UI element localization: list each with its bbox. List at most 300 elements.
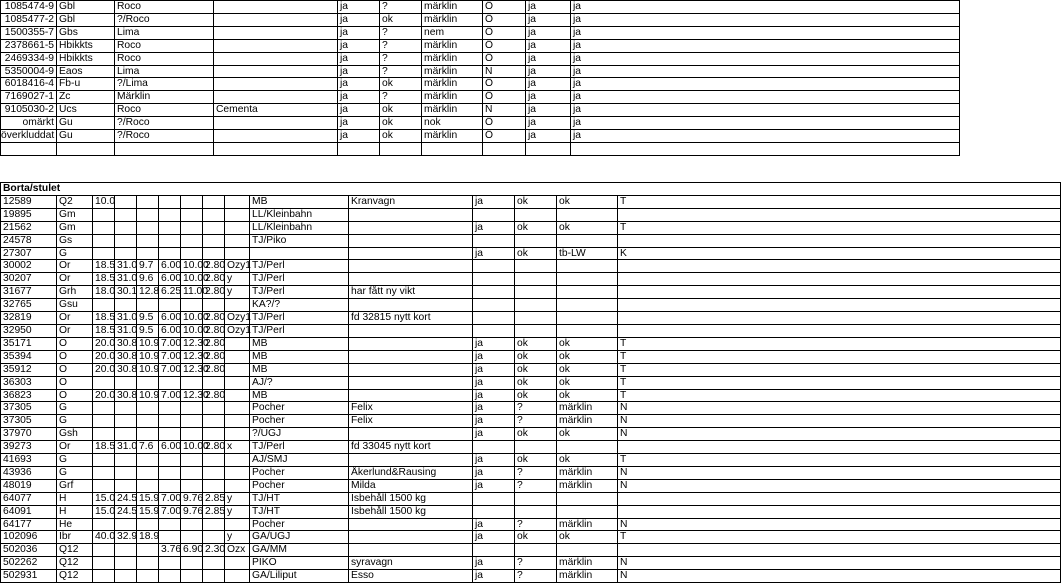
table-cell: Felix — [349, 402, 473, 415]
table-cell: märklin — [557, 557, 618, 570]
table-cell — [137, 415, 159, 428]
table-cell — [203, 466, 225, 479]
table-cell: 7.00 — [159, 363, 181, 376]
table-cell: Roco — [115, 1, 214, 14]
table-cell — [557, 208, 618, 221]
table-cell: 10.00 — [181, 441, 203, 454]
table-cell: 1500355-7 — [1, 26, 57, 39]
table-cell: 18.5 — [93, 273, 115, 286]
table-cell: 7.6 — [137, 441, 159, 454]
table-cell: 35171 — [1, 337, 57, 350]
table-cell — [349, 260, 473, 273]
table-cell: 2.80 — [203, 286, 225, 299]
table-cell: 2.80 — [203, 260, 225, 273]
table-cell — [115, 428, 137, 441]
table-row — [1, 221, 1061, 234]
table-cell — [473, 492, 515, 505]
table-cell: Ibr — [57, 531, 93, 544]
table-cell — [618, 492, 1061, 505]
table-cell: ok — [557, 363, 618, 376]
table-cell — [225, 208, 250, 221]
table-cell: fd 33045 nytt kort — [349, 441, 473, 454]
table-cell — [137, 557, 159, 570]
table-cell: MB — [250, 389, 349, 402]
empty-cell — [1, 142, 57, 155]
table-cell — [225, 376, 250, 389]
table-cell: Lima — [115, 65, 214, 78]
table-cell: 2.80 — [203, 337, 225, 350]
table-cell: märklin — [422, 78, 483, 91]
table-cell — [115, 557, 137, 570]
table-cell: 15.9 — [137, 492, 159, 505]
table-cell — [225, 195, 250, 208]
table-cell: G — [57, 415, 93, 428]
table-cell: ok — [515, 376, 557, 389]
table-cell — [159, 247, 181, 260]
table-cell: ok — [557, 389, 618, 402]
table-cell — [349, 428, 473, 441]
table-cell: LL/Kleinbahn — [250, 208, 349, 221]
empty-cell — [214, 142, 338, 155]
empty-row — [1, 142, 960, 155]
table-cell: 2.80 — [203, 389, 225, 402]
table-cell: Gsh — [57, 428, 93, 441]
table-cell: TJ/HT — [250, 505, 349, 518]
table-cell — [557, 273, 618, 286]
table-cell — [137, 544, 159, 557]
table-cell: ja — [526, 13, 571, 26]
table-cell: syravagn — [349, 557, 473, 570]
table-cell — [203, 518, 225, 531]
table-cell — [181, 221, 203, 234]
table-cell: 31.0 — [115, 312, 137, 325]
table-cell: 48019 — [1, 479, 57, 492]
table-cell — [349, 299, 473, 312]
table-cell — [115, 195, 137, 208]
table-cell: 9.76 — [181, 492, 203, 505]
table-cell — [93, 221, 115, 234]
table-cell: ja — [571, 104, 960, 117]
table-cell: 9.7 — [137, 260, 159, 273]
table-cell: ja — [473, 531, 515, 544]
table-cell: 2.80 — [203, 441, 225, 454]
table-cell: 20.0 — [93, 363, 115, 376]
table-cell — [181, 402, 203, 415]
table-cell — [137, 466, 159, 479]
table-cell: 7.00 — [159, 492, 181, 505]
table-cell: ja — [473, 402, 515, 415]
table-cell — [557, 324, 618, 337]
table-cell: ok — [380, 104, 422, 117]
table-cell: T — [618, 376, 1061, 389]
table-cell: 30.8 — [115, 389, 137, 402]
table-cell — [93, 518, 115, 531]
table-cell: ok — [515, 454, 557, 467]
table-cell: Grf — [57, 479, 93, 492]
table-cell: Gu — [57, 130, 115, 143]
table-cell: ? — [515, 518, 557, 531]
table-cell: Lima — [115, 26, 214, 39]
table-cell: ja — [473, 428, 515, 441]
table-cell — [137, 247, 159, 260]
table-cell — [203, 195, 225, 208]
table-row — [1, 195, 1061, 208]
table-cell: TJ/HT — [250, 492, 349, 505]
table-cell: Pocher — [250, 466, 349, 479]
table-cell: 2378661-5 — [1, 39, 57, 52]
table-cell: 30.8 — [115, 337, 137, 350]
table-cell — [473, 441, 515, 454]
table-cell: ja — [526, 65, 571, 78]
table-cell — [181, 195, 203, 208]
table-cell: O — [57, 376, 93, 389]
table-cell: O — [57, 363, 93, 376]
table-row — [1, 13, 960, 26]
table-cell: Gbs — [57, 26, 115, 39]
table-cell: Milda — [349, 479, 473, 492]
table-cell — [115, 454, 137, 467]
table-cell: 18.5 — [93, 441, 115, 454]
table-cell — [203, 234, 225, 247]
table-cell: Felix — [349, 415, 473, 428]
table-cell — [225, 299, 250, 312]
table-cell — [203, 557, 225, 570]
table-cell — [181, 454, 203, 467]
table-cell: märklin — [557, 466, 618, 479]
table-cell: ? — [380, 65, 422, 78]
table-cell: 15.9 — [137, 505, 159, 518]
table-row — [1, 415, 1061, 428]
table-row — [1, 479, 1061, 492]
table-cell: 30.8 — [115, 350, 137, 363]
table-cell: 12.30 — [181, 350, 203, 363]
table-cell — [214, 117, 338, 130]
table-cell: Kranvagn — [349, 195, 473, 208]
table-cell — [473, 324, 515, 337]
table-cell: märklin — [557, 518, 618, 531]
table-row — [1, 26, 960, 39]
table-cell: 9.5 — [137, 312, 159, 325]
table-cell: ok — [515, 350, 557, 363]
table-cell — [137, 208, 159, 221]
table-cell: TJ/Perl — [250, 273, 349, 286]
table-row — [1, 402, 1061, 415]
table-cell: ok — [380, 117, 422, 130]
table-cell: 12.30 — [181, 337, 203, 350]
table-cell: Ucs — [57, 104, 115, 117]
table-cell: 10.9 — [137, 350, 159, 363]
table-cell — [159, 415, 181, 428]
table-cell: 15.0 — [93, 505, 115, 518]
table-cell: 12.8 — [137, 286, 159, 299]
table-cell: 19895 — [1, 208, 57, 221]
table-cell: y — [225, 273, 250, 286]
table-cell: märklin — [422, 65, 483, 78]
table-cell: ja — [338, 65, 380, 78]
table-cell: N — [618, 518, 1061, 531]
table-row — [1, 324, 1061, 337]
table-cell — [225, 402, 250, 415]
table-cell: 30207 — [1, 273, 57, 286]
table-cell: y — [225, 492, 250, 505]
table-cell: y — [225, 286, 250, 299]
table-cell: ? — [515, 415, 557, 428]
table-cell: ok — [515, 363, 557, 376]
table-cell — [618, 505, 1061, 518]
table-cell — [349, 221, 473, 234]
table-cell: ja — [473, 195, 515, 208]
table-cell: märklin — [557, 402, 618, 415]
empty-cell — [338, 142, 380, 155]
table-cell — [203, 479, 225, 492]
table-cell: ok — [515, 195, 557, 208]
table-cell: O — [57, 389, 93, 402]
table-cell: Gs — [57, 234, 93, 247]
table-cell: ja — [473, 415, 515, 428]
table-cell: N — [483, 104, 526, 117]
table-cell: nok — [422, 117, 483, 130]
table-cell — [214, 52, 338, 65]
table-cell: 2.85 — [203, 492, 225, 505]
table-cell — [349, 544, 473, 557]
table-cell — [159, 466, 181, 479]
table-cell — [203, 531, 225, 544]
table-cell — [93, 428, 115, 441]
table-cell: ja — [526, 130, 571, 143]
table-cell — [557, 260, 618, 273]
table-row — [1, 299, 1061, 312]
table-cell: 6.00 — [159, 273, 181, 286]
table-row — [1, 39, 960, 52]
table-row — [1, 312, 1061, 325]
table-cell: H — [57, 505, 93, 518]
table-cell — [515, 299, 557, 312]
table-row — [1, 505, 1061, 518]
table-cell: 39273 — [1, 441, 57, 454]
table-cell — [473, 273, 515, 286]
table-cell — [93, 544, 115, 557]
table-cell — [203, 299, 225, 312]
table-row — [1, 466, 1061, 479]
table-cell: 6.00 — [159, 441, 181, 454]
table-cell: 6.00 — [159, 260, 181, 273]
table-cell: Hbikkts — [57, 39, 115, 52]
table-cell — [225, 518, 250, 531]
table-cell: Isbehåll 1500 kg — [349, 505, 473, 518]
table-cell: Cementa — [214, 104, 338, 117]
table-cell — [159, 234, 181, 247]
table-cell: ja — [338, 104, 380, 117]
table-cell: ok — [380, 13, 422, 26]
table-cell: TJ/Perl — [250, 324, 349, 337]
table-cell: ? — [380, 91, 422, 104]
table-cell — [203, 415, 225, 428]
table-cell: Zc — [57, 91, 115, 104]
table-cell — [214, 130, 338, 143]
table-cell: T — [618, 454, 1061, 467]
table-cell: fd 32815 nytt kort — [349, 312, 473, 325]
table-cell — [349, 376, 473, 389]
table-cell — [515, 312, 557, 325]
empty-cell — [422, 142, 483, 155]
table-cell: 27307 — [1, 247, 57, 260]
table-cell: Ö — [483, 26, 526, 39]
table-cell: Roco — [115, 39, 214, 52]
table-cell: ? — [515, 466, 557, 479]
table-cell — [225, 479, 250, 492]
table-cell: 12.30 — [181, 363, 203, 376]
table-cell: Q12 — [57, 544, 93, 557]
table-cell — [225, 570, 250, 583]
table-cell: 6018416-4 — [1, 78, 57, 91]
table-cell — [115, 415, 137, 428]
table-cell: ja — [473, 363, 515, 376]
table-cell: MB — [250, 195, 349, 208]
table-cell: märklin — [557, 415, 618, 428]
table-cell — [159, 376, 181, 389]
table-cell: Or — [57, 312, 93, 325]
table-cell — [557, 505, 618, 518]
table-row — [1, 518, 1061, 531]
table-cell — [618, 286, 1061, 299]
table-cell: märklin — [557, 570, 618, 583]
table-cell — [115, 479, 137, 492]
table-cell: ? — [515, 570, 557, 583]
table-cell — [225, 428, 250, 441]
table-cell: ja — [338, 1, 380, 14]
table-cell — [225, 415, 250, 428]
table-row — [1, 570, 1061, 583]
table-row — [1, 65, 960, 78]
table-cell: ja — [571, 13, 960, 26]
table-cell: 20.0 — [93, 337, 115, 350]
table-cell — [618, 208, 1061, 221]
table-cell — [93, 557, 115, 570]
table-cell — [225, 466, 250, 479]
table-cell: Ozy1 — [225, 260, 250, 273]
table-cell: ja — [526, 78, 571, 91]
table-cell: Q12 — [57, 570, 93, 583]
table-cell — [515, 286, 557, 299]
table-cell: 10.9 — [137, 337, 159, 350]
table-cell: N — [618, 466, 1061, 479]
table-cell: PIKO — [250, 557, 349, 570]
table-cell: Ö — [483, 13, 526, 26]
table-cell: Q2 — [57, 195, 93, 208]
table-cell — [349, 337, 473, 350]
table-cell: 31.0 — [115, 260, 137, 273]
table-cell — [159, 208, 181, 221]
table-cell: 10.9 — [137, 389, 159, 402]
table-cell: MB — [250, 350, 349, 363]
table-cell: G — [57, 247, 93, 260]
table-cell — [225, 389, 250, 402]
table-cell: ok — [515, 247, 557, 260]
table-cell — [473, 505, 515, 518]
table-cell — [349, 350, 473, 363]
table-cell — [473, 312, 515, 325]
table-cell — [159, 402, 181, 415]
table-cell: Pocher — [250, 402, 349, 415]
table-cell: 3.76 — [159, 544, 181, 557]
table-cell — [225, 221, 250, 234]
table-cell — [349, 531, 473, 544]
table-cell: Ö — [483, 78, 526, 91]
table-cell: Roco — [115, 104, 214, 117]
table-cell: Gsu — [57, 299, 93, 312]
table-row — [1, 428, 1061, 441]
table-cell — [137, 479, 159, 492]
table-cell: Ö — [483, 117, 526, 130]
table-row — [1, 208, 1061, 221]
table-cell: 2.80 — [203, 363, 225, 376]
table-cell: 6.90 — [181, 544, 203, 557]
table-cell: G — [57, 454, 93, 467]
table-cell: ja — [526, 1, 571, 14]
empty-cell — [483, 142, 526, 155]
table-cell — [181, 531, 203, 544]
table-cell: 64177 — [1, 518, 57, 531]
table-cell: O — [57, 350, 93, 363]
table-cell — [181, 570, 203, 583]
table-cell — [181, 415, 203, 428]
table-cell: N — [483, 65, 526, 78]
table-cell: 24.5 — [115, 505, 137, 518]
table-cell — [225, 337, 250, 350]
table-cell: ok — [557, 531, 618, 544]
table-cell: GA/UGJ — [250, 531, 349, 544]
table-cell: 20.0 — [93, 350, 115, 363]
table-cell: Ozy1 — [225, 324, 250, 337]
table-row — [1, 91, 960, 104]
table-cell: T — [618, 389, 1061, 402]
table-cell — [93, 466, 115, 479]
table-cell — [203, 247, 225, 260]
table-cell: T — [618, 337, 1061, 350]
table-cell: ja — [571, 26, 960, 39]
table-cell: 102096 — [1, 531, 57, 544]
table-cell — [515, 273, 557, 286]
table-cell: ja — [473, 337, 515, 350]
table-cell — [618, 324, 1061, 337]
table-cell — [214, 39, 338, 52]
table-cell: 2.80 — [203, 312, 225, 325]
table-cell: ok — [380, 78, 422, 91]
table-row — [1, 389, 1061, 402]
table-cell: N — [618, 570, 1061, 583]
table-cell: 1085474-9 — [1, 1, 57, 14]
table-cell: 31.0 — [115, 441, 137, 454]
table-cell — [618, 544, 1061, 557]
table-cell: märklin — [557, 479, 618, 492]
table-cell — [557, 544, 618, 557]
table-cell: Pocher — [250, 518, 349, 531]
table-cell — [93, 376, 115, 389]
wagon-table-present — [0, 0, 960, 156]
table-cell: ja — [526, 52, 571, 65]
table-cell — [93, 299, 115, 312]
table-cell: ja — [526, 26, 571, 39]
table-cell: ja — [571, 117, 960, 130]
table-cell — [557, 441, 618, 454]
table-cell: 18.5 — [93, 260, 115, 273]
table-cell — [181, 466, 203, 479]
table-cell — [515, 324, 557, 337]
table-cell: ja — [473, 376, 515, 389]
table-cell: N — [618, 415, 1061, 428]
table-cell — [115, 208, 137, 221]
table-cell — [159, 531, 181, 544]
